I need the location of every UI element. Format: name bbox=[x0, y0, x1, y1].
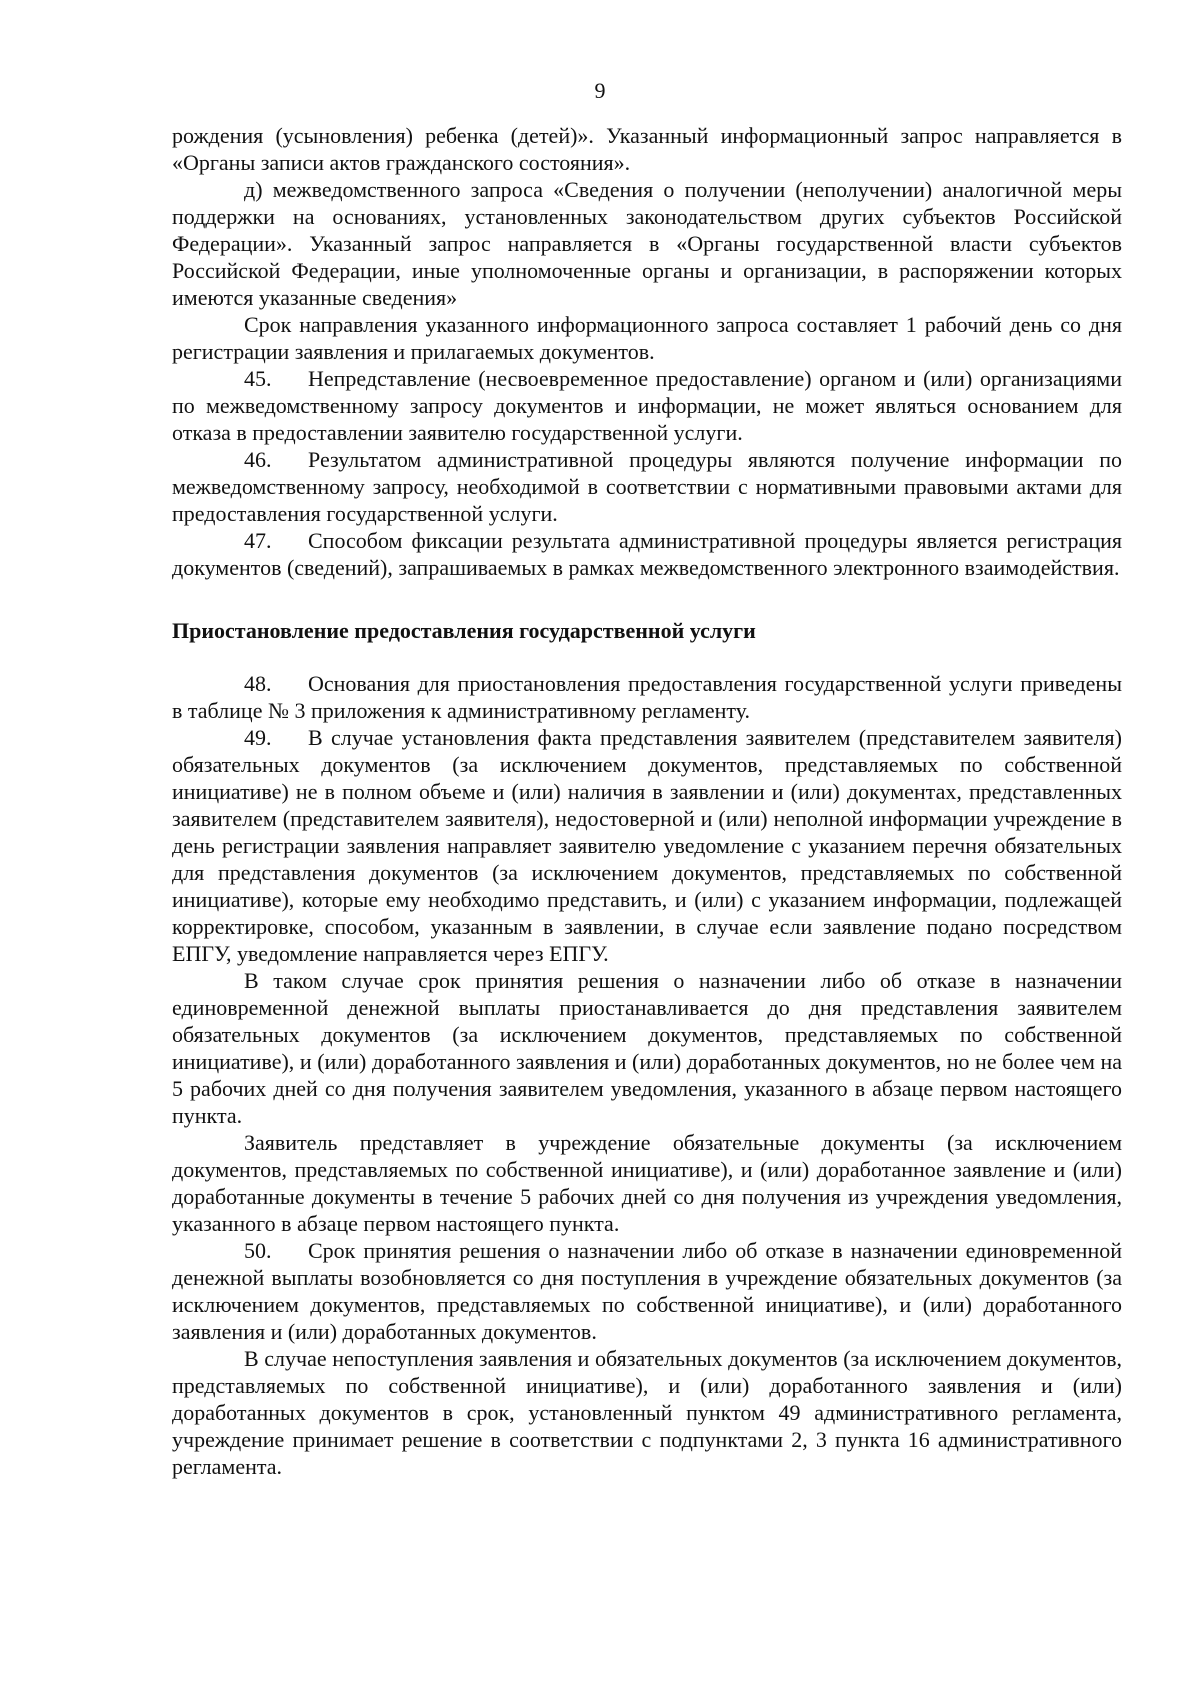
paragraph-continuation bbox=[172, 122, 1122, 176]
paragraph-text: д) межведомственного запроса «Сведения о получении (неполучении) аналогичной меры поддержки на основаниях, установленных законодательством других субъектов Российской Федерации». Указанный запрос направляется в «Органы государственной власти субъектов Российской Федерации, иные уполномоченные органы и организации, в распоряжении которых имеются указанные сведения» bbox=[172, 177, 1122, 310]
paragraph-subitem-d bbox=[172, 176, 1122, 311]
paragraph-number: 46. bbox=[244, 447, 272, 472]
paragraph-49 bbox=[172, 724, 1122, 967]
paragraph-50 bbox=[172, 1237, 1122, 1345]
paragraph-text: Результатом административной процедуры являются получение информации по межведомственному запросу, необходимой в соответствии с нормативными правовыми актами для предоставления государственной услуги. bbox=[172, 447, 1122, 526]
paragraph-text: Способом фиксации результата административной процедуры является регистрация документов (сведений), запрашиваемых в рамках межведомственного электронного взаимодействия. bbox=[172, 528, 1122, 580]
paragraph-number: 49. bbox=[244, 725, 272, 750]
paragraph-text: рождения (усыновления) ребенка (детей)». Указанный информационный запрос направляется в «Органы записи актов гражданского состояния». bbox=[172, 123, 1122, 175]
paragraph-47 bbox=[172, 527, 1122, 581]
paragraph-49-second bbox=[172, 967, 1122, 1129]
paragraph-number: 45. bbox=[244, 366, 272, 391]
document-body bbox=[172, 122, 1122, 1480]
paragraph-number: 47. bbox=[244, 528, 272, 553]
paragraph-text: Срок принятия решения о назначении либо об отказе в назначении единовременной денежной выплаты возобновляется со дня поступления в учреждение обязательных документов (за исключением документов, представляемых по собственной инициативе), и (или) доработанного заявления и (или) доработанных документов. bbox=[172, 1238, 1122, 1344]
paragraph-number: 48. bbox=[244, 671, 272, 696]
paragraph-text: Заявитель представляет в учреждение обязательные документы (за исключением документов, представляемых по собственной инициативе), и (или) доработанное заявление и (или) доработанные документы в течение 5 рабочих дней со дня получения из учреждения уведомления, указанного в абзаце первом настоящего пункта. bbox=[172, 1130, 1122, 1236]
paragraph-deadline bbox=[172, 311, 1122, 365]
section-heading: Приостановление предоставления государственной услуги bbox=[172, 618, 756, 643]
paragraph-text: Непредставление (несвоевременное предоставление) органом и (или) организациями по межведомственному запросу документов и информации, не может являться основанием для отказа в предоставлении заявителю государственной услуги. bbox=[172, 366, 1122, 445]
paragraph-46 bbox=[172, 446, 1122, 527]
paragraph-text: Срок направления указанного информационного запроса составляет 1 рабочий день со дня регистрации заявления и прилагаемых документов. bbox=[172, 312, 1122, 364]
paragraph-text: В случае непоступления заявления и обязательных документов (за исключением документов, представляемых по собственной инициативе), и (или) доработанного заявления и (или) доработанных документов в срок, установленный пунктом 49 административного регламента, учреждение принимает решение в соответствии с подпунктами 2, 3 пункта 16 административного регламента. bbox=[172, 1346, 1122, 1479]
paragraph-text: В таком случае срок принятия решения о назначении либо об отказе в назначении единовременной денежной выплаты приостанавливается до дня представления заявителем обязательных документов (за исключением документов, представляемых по собственной инициативе), и (или) доработанного заявления и (или) доработанных документов, но не более чем на 5 рабочих дней со дня получения заявителем уведомления, указанного в абзаце первом настоящего пункта. bbox=[172, 968, 1122, 1128]
paragraph-50-second bbox=[172, 1345, 1122, 1480]
paragraph-45 bbox=[172, 365, 1122, 446]
paragraph-text: В случае установления факта представления заявителем (представителем заявителя) обязательных документов (за исключением документов, представляемых по собственной инициативе) не в полном объеме и (или) наличия в заявлении и (или) документах, представленных заявителем (представителем заявителя), недостоверной и (или) неполной информации учреждение в день регистрации заявления направляет заявителю уведомление с указанием перечня обязательных для представления документов (за исключением документов, представляемых по собственной инициативе), которые ему необходимо представить, и (или) с указанием информации, подлежащей корректировке, способом, указанным в заявлении, в случае если заявление подано посредством ЕПГУ, уведомление направляется через ЕПГУ. bbox=[172, 725, 1122, 966]
page-number: 9 bbox=[594, 78, 606, 103]
paragraph-text: Основания для приостановления предоставления государственной услуги приведены в таблице № 3 приложения к административному регламенту. bbox=[172, 671, 1122, 723]
paragraph-49-third bbox=[172, 1129, 1122, 1237]
paragraph-number: 50. bbox=[244, 1238, 272, 1263]
paragraph-48 bbox=[172, 670, 1122, 724]
